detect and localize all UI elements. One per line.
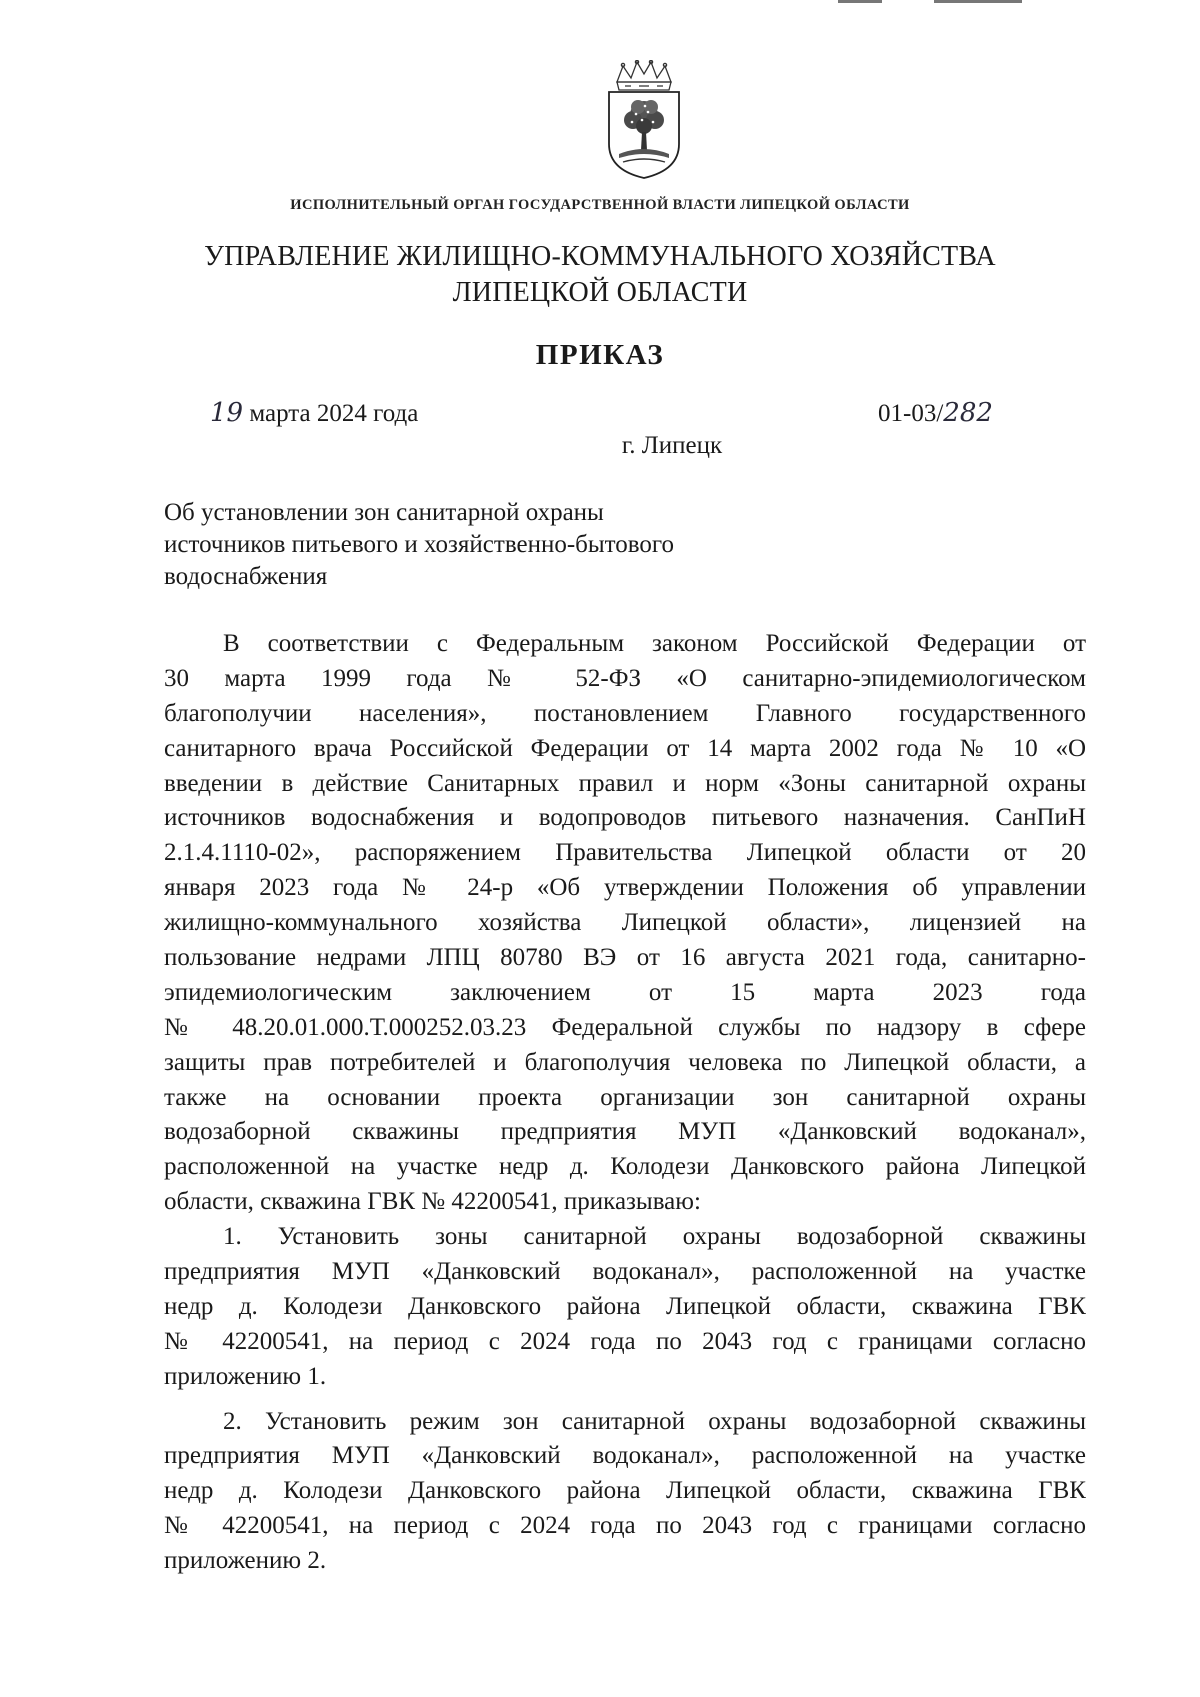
- order-item-1: [164, 1220, 1086, 1394]
- paragraph-line: № 42200541, на период с 2024 года по 2043 год с границами согласно: [164, 1327, 1086, 1355]
- subject-line: водоснабжения: [164, 563, 328, 590]
- paragraph-line: благополучии населения», постановлением Главного государственного: [164, 699, 1086, 727]
- agency-name: [120, 239, 1080, 311]
- agency-name-line-2: ЛИПЕЦКОЙ ОБЛАСТИ: [452, 277, 748, 308]
- item-gap: [164, 1395, 1086, 1405]
- order-number-handwritten: 282: [943, 398, 993, 428]
- scan-mark: [934, 0, 1022, 3]
- paragraph-line: В соответствии с Федеральным законом Российской Федерации от: [223, 630, 1086, 657]
- paragraph-line: недр д. Колодези Данковского района Липецкой области, скважина ГВК: [164, 1477, 1086, 1505]
- paragraph-line: 30 марта 1999 года № 52-ФЗ «О санитарно-эпидемиологическом: [164, 664, 1086, 692]
- paragraph-line: расположенной на участке недр д. Колодези Данковского района Липецкой: [164, 1153, 1086, 1181]
- executive-body-line: ИСПОЛНИТЕЛЬНЫЙ ОРГАН ГОСУДАРСТВЕННОЙ ВЛАСТИ ЛИПЕЦКОЙ ОБЛАСТИ: [290, 197, 910, 213]
- paragraph-line: пользование недрами ЛПЦ 80780 ВЭ от 16 августа 2021 года, санитарно-: [164, 944, 1086, 972]
- paragraph-line: санитарного врача Российской Федерации от 14 марта 2002 года № 10 «О: [164, 734, 1086, 762]
- paragraph-line: приложению 2.: [164, 1547, 327, 1575]
- paragraph-line: защиты прав потребителей и благополучия человека по Липецкой области, а: [164, 1048, 1086, 1076]
- date-day-handwritten: 19: [210, 398, 244, 428]
- paragraph-line: 2.1.4.1110-02», распоряжением Правительства Липецкой области от 20: [164, 839, 1086, 867]
- subject-line: источников питьевого и хозяйственно-бытового: [164, 531, 675, 558]
- coat-of-arms-emblem: [603, 60, 685, 180]
- agency-name-line-1: УПРАВЛЕНИЕ ЖИЛИЩНО-КОММУНАЛЬНОГО ХОЗЯЙСТВА: [204, 241, 996, 272]
- order-date: [210, 398, 418, 428]
- paragraph-line: водозаборной скважины предприятия МУП «Данковский водоканал»,: [164, 1118, 1086, 1146]
- paragraph-line: жилищно-коммунального хозяйства Липецкой области», лицензией на: [164, 909, 1086, 937]
- order-body: [164, 627, 1086, 1579]
- paragraph-line: № 48.20.01.000.Т.000252.03.23 Федеральной службы по надзору в сфере: [164, 1013, 1086, 1041]
- order-number: [878, 398, 993, 428]
- paragraph-line: недр д. Колодези Данковского района Липецкой области, скважина ГВК: [164, 1292, 1086, 1320]
- paragraph-line: источников водоснабжения и водопроводов питьевого назначения. СанПиН: [164, 804, 1086, 832]
- order-subject: [164, 497, 804, 593]
- paragraph-line: эпидемиологическим заключением от 15 марта 2023 года: [164, 978, 1086, 1006]
- paragraph-line: также на основании проекта организации зон санитарной охраны: [164, 1083, 1086, 1111]
- paragraph-line: предприятия МУП «Данковский водоканал», расположенной на участке: [164, 1258, 1086, 1286]
- date-month-year: марта 2024 года: [243, 400, 419, 427]
- paragraph-line: января 2023 года № 24-р «Об утверждении Положения об управлении: [164, 874, 1086, 902]
- paragraph-line: приложению 1.: [164, 1362, 327, 1390]
- order-item-2: [164, 1405, 1086, 1579]
- paragraph-line: введении в действие Санитарных правил и норм «Зоны санитарной охраны: [164, 769, 1086, 797]
- paragraph-line: 2. Установить режим зон санитарной охраны водозаборной скважины: [223, 1407, 1086, 1435]
- city: г. Липецк: [621, 432, 723, 459]
- preamble-paragraph: [164, 627, 1086, 1220]
- document-type-title: ПРИКАЗ: [535, 339, 665, 371]
- paragraph-line: области, скважина ГВК № 42200541, приказываю:: [164, 1188, 701, 1216]
- paragraph-line: № 42200541, на период с 2024 года по 2043 год с границами согласно: [164, 1512, 1086, 1540]
- subject-line: Об установлении зон санитарной охраны: [164, 499, 604, 526]
- paragraph-line: 1. Установить зоны санитарной охраны водозаборной скважины: [223, 1223, 1086, 1251]
- paragraph-line: предприятия МУП «Данковский водоканал», расположенной на участке: [164, 1442, 1086, 1470]
- order-number-prefix: 01-03/: [878, 400, 944, 427]
- scan-mark: [838, 0, 882, 3]
